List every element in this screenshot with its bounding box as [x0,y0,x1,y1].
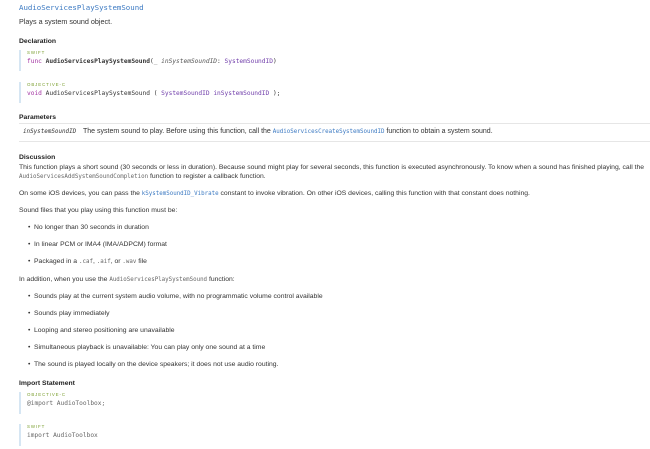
code-keyword: void [27,90,42,97]
discussion-paragraph [19,173,266,180]
list-item [28,361,278,368]
parameter-row [19,123,650,142]
swift-declaration-block [19,50,649,71]
inline-code: .caf [78,259,93,265]
list-item-text: Packaged in a [34,258,78,265]
list-item-text: , or [110,258,121,265]
discussion-paragraph: This function plays a short sound (30 seconds or less in duration). Because sound might play for several seconds, this function is executed asynchronously. To know when a sound has finished playing, call the [19,164,645,171]
objc-import-block [19,392,649,414]
page-abstract: Plays a system sound object. [19,17,113,26]
list-item [28,293,323,300]
discussion-heading: Discussion [19,154,56,161]
parameter-description [83,128,493,135]
bullet-icon: • [28,361,31,368]
page-title: AudioServicesPlaySystemSound [19,3,144,12]
code-punct: ( [153,90,158,97]
code-punct: ); [272,90,281,97]
list-item [28,327,175,334]
code-language-label: OBJECTIVE-C [27,392,66,397]
create-system-sound-link[interactable]: AudioServicesCreateSystemSoundID [272,129,385,135]
list-item-text: Simultaneous playback is unavailable: You can play only one sound at a time [34,344,266,351]
objc-import-code: @import AudioToolbox; [27,400,106,407]
parameter-desc-text: function to obtain a system sound. [386,128,493,135]
parameter-desc-text: The system sound to play. Before using this function, call the [83,128,271,135]
code-type-link[interactable]: SystemSoundID [161,90,210,97]
objc-declaration-block [19,82,649,103]
swift-import-code: import AudioToolbox [27,432,98,439]
bullet-icon: • [28,327,31,334]
paragraph-text: constant to invoke vibration. On other iOS devices, calling this function with that constant does nothing. [220,190,530,197]
code-param-name: inSystemSoundID [213,90,270,97]
swift-import-block [19,424,649,446]
swift-declaration-code [27,58,649,65]
list-item-text: The sound is played locally on the device speakers; it does not use audio routing. [34,361,279,368]
code-punct: _ [153,58,158,65]
discussion-paragraph [19,276,235,283]
paragraph-text: In addition, when you use the [19,276,108,283]
code-language-label: SWIFT [27,50,46,55]
inline-code: AudioServicesAddSystemSoundCompletion [19,174,149,180]
vibrate-constant-link[interactable]: kSystemSoundID_Vibrate [141,191,219,197]
inline-code: .wav [122,259,137,265]
code-punct: ) [272,58,277,65]
code-language-label: OBJECTIVE-C [27,82,66,87]
declaration-heading: Declaration [19,38,57,45]
code-function-name: AudioServicesPlaySystemSound [45,58,150,65]
list-item-text: Looping and stereo positioning are unavailable [34,327,175,334]
parameter-name: inSystemSoundID [23,129,77,135]
code-keyword: func [27,58,42,65]
code-function-name: AudioServicesPlaySystemSound [45,90,150,97]
list-item [28,224,149,231]
list-item-text: , [92,258,95,265]
inline-code: AudioServicesPlaySystemSound [109,277,208,283]
list-item [28,258,147,265]
list-item-text: No longer than 30 seconds in duration [34,224,149,231]
bullet-icon: • [28,241,31,248]
list-item-text: file [138,258,147,265]
list-item-text: Sounds play immediately [34,310,110,317]
discussion-paragraph: Sound files that you play using this function must be: [19,207,178,214]
list-item [28,241,167,248]
list-item [28,310,110,317]
list-item-text: Sounds play at the current system audio volume, with no programmatic volume control available [34,293,323,300]
objc-declaration-code [27,90,649,97]
bullet-icon: • [28,224,31,231]
paragraph-text: function: [208,276,235,283]
bullet-icon: • [28,258,31,265]
import-heading: Import Statement [19,380,75,387]
paragraph-text: function to register a callback function. [150,173,266,180]
code-punct: : [217,58,221,65]
bullet-icon: • [28,310,31,317]
code-param-name: inSystemSoundID [161,58,218,65]
bullet-icon: • [28,344,31,351]
list-item-text: In linear PCM or IMA4 (IMA/ADPCM) format [34,241,167,248]
code-type-link[interactable]: SystemSoundID [224,58,273,65]
code-language-label: SWIFT [27,424,46,429]
list-item [28,344,265,351]
paragraph-text: On some iOS devices, you can pass the [19,190,140,197]
discussion-paragraph [19,190,530,197]
parameters-heading: Parameters [19,114,57,121]
bullet-icon: • [28,293,31,300]
inline-code: .aif [96,259,111,265]
code-punct: ( [149,58,154,65]
